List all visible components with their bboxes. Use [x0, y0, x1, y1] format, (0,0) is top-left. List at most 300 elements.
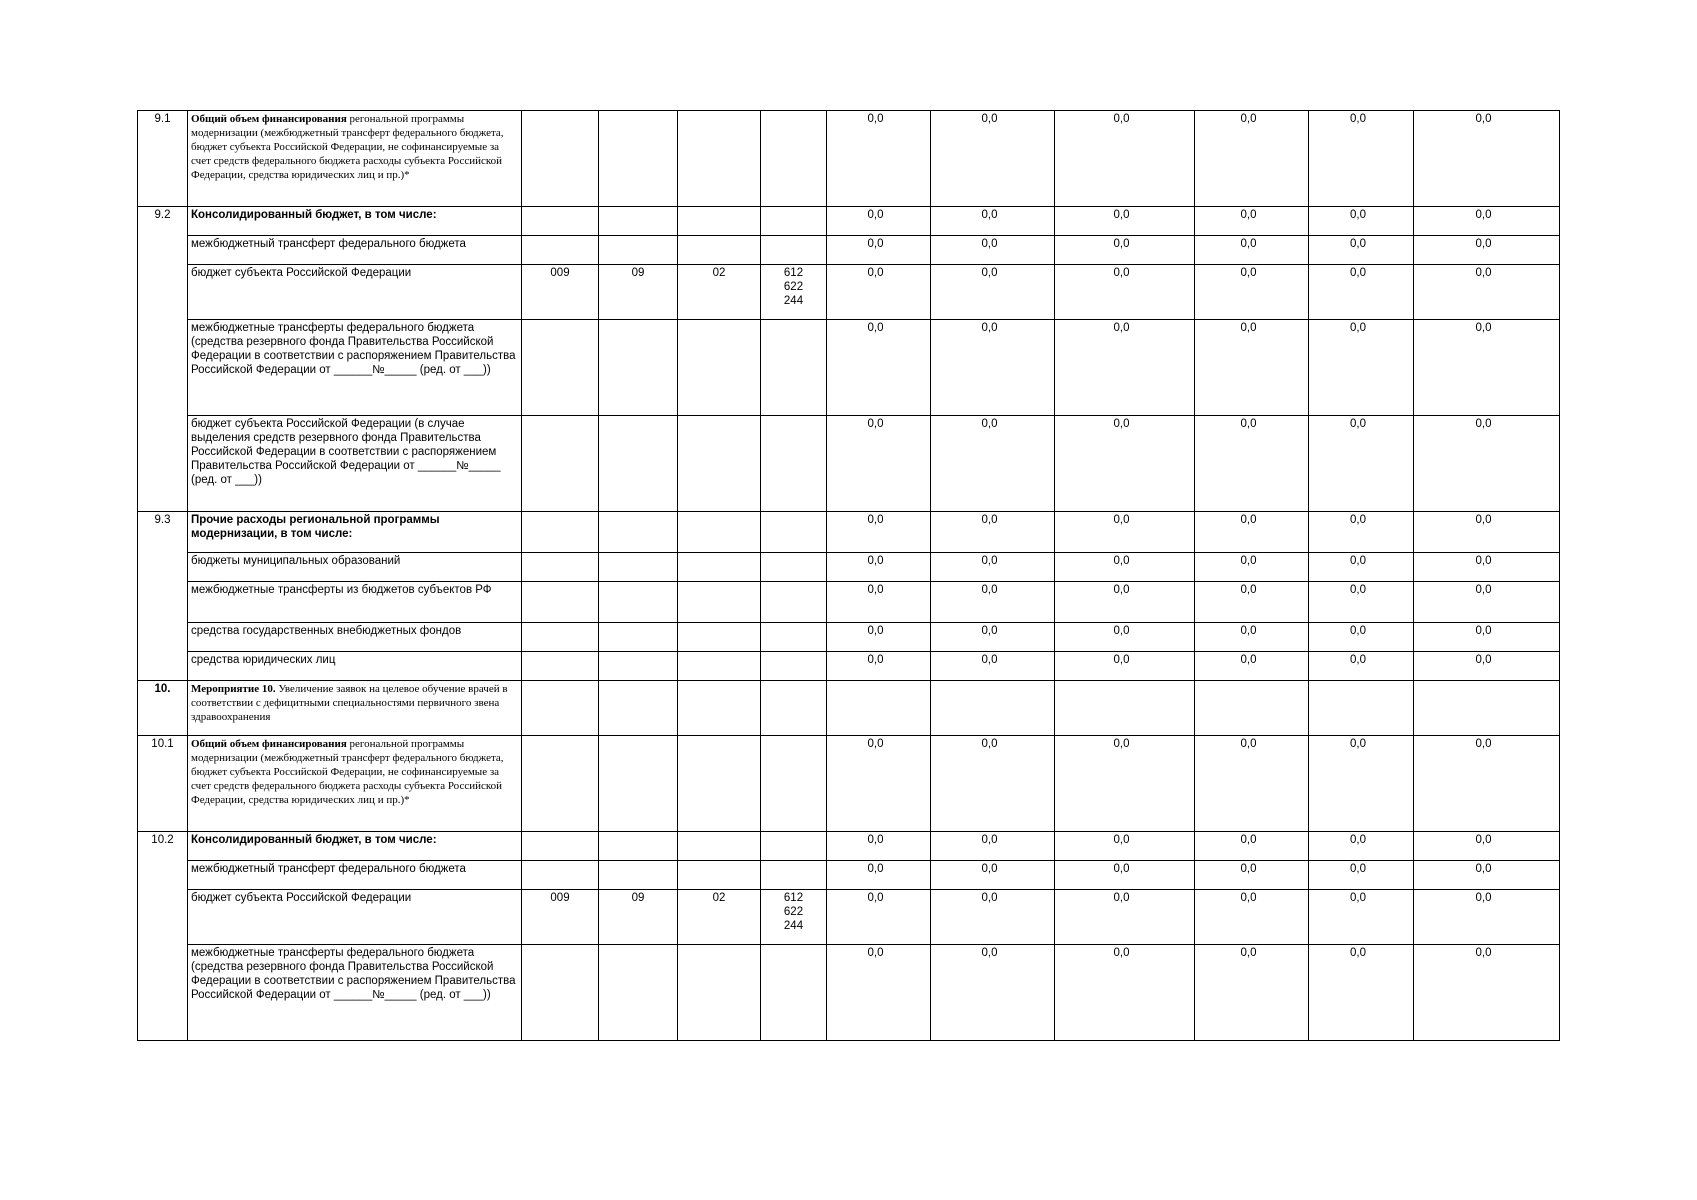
budget-code-c1 — [522, 681, 599, 736]
table-row — [138, 681, 1560, 736]
description-text: средства юридических лиц — [191, 654, 336, 666]
value-cell — [1309, 111, 1414, 207]
row-description — [188, 861, 522, 890]
value-text: 0,0 — [1240, 584, 1257, 596]
description-text: межбюджетные трансферты федерального бюджета (средства резервного фонда Правительства Российской Федерации в соответствии с распоряжением Правительства Российской Федерации от ______№_____ (ред. от ___)) — [191, 322, 516, 376]
value-text: 0,0 — [981, 267, 998, 279]
value-text: 0,0 — [981, 555, 998, 567]
value-text: 0,0 — [1240, 625, 1257, 637]
budget-code-c2: 09 — [599, 265, 678, 320]
budget-code-c2 — [599, 207, 678, 236]
budget-code-c1 — [522, 553, 599, 582]
value-cell — [931, 681, 1055, 736]
value-cell — [1195, 207, 1309, 236]
value-text: 0,0 — [1475, 113, 1492, 125]
description-text: межбюджетные трансферты из бюджетов субъектов РФ — [191, 584, 492, 596]
value-text: 0,0 — [1113, 584, 1130, 596]
value-cell — [1195, 652, 1309, 681]
value-cell — [1309, 623, 1414, 652]
value-text: 0,0 — [981, 834, 998, 846]
value-cell — [1414, 111, 1560, 207]
row-description — [188, 416, 522, 512]
value-cell — [1195, 265, 1309, 320]
budget-code-c3 — [678, 832, 761, 861]
table-row — [138, 652, 1560, 681]
value-cell — [1414, 945, 1560, 1041]
row-description — [188, 236, 522, 265]
value-cell — [1309, 265, 1414, 320]
value-text: 0,0 — [1240, 947, 1257, 959]
value-text: 0,0 — [1350, 238, 1366, 250]
value-cell — [827, 320, 931, 416]
value-cell — [931, 861, 1055, 890]
budget-code-c2 — [599, 736, 678, 832]
description-lead: Общий объем финансирования — [191, 738, 347, 750]
budget-code-c2 — [599, 111, 678, 207]
expense-type-code — [761, 512, 827, 553]
value-cell — [931, 553, 1055, 582]
value-cell — [827, 236, 931, 265]
table-row — [138, 582, 1560, 623]
value-text: 0,0 — [867, 834, 884, 846]
value-cell — [1309, 736, 1414, 832]
budget-code-c1: 009 — [522, 265, 599, 320]
budget-code-c1 — [522, 582, 599, 623]
budget-code-c1 — [522, 111, 599, 207]
table-row — [138, 890, 1560, 945]
value-text: 0,0 — [981, 738, 998, 750]
value-text: 0,0 — [981, 584, 998, 596]
value-cell — [1414, 265, 1560, 320]
value-cell — [1195, 945, 1309, 1041]
value-text: 0,0 — [1240, 834, 1257, 846]
description-text: Консолидированный бюджет, в том числе: — [191, 209, 437, 221]
budget-code-c1 — [522, 736, 599, 832]
row-description — [188, 553, 522, 582]
description-text: бюджет субъекта Российской Федерации — [191, 267, 412, 279]
expense-type-code — [761, 832, 827, 861]
value-text: 0,0 — [1113, 834, 1130, 846]
value-text: 0,0 — [1475, 863, 1492, 875]
value-cell — [1055, 945, 1195, 1041]
budget-code-c2: 09 — [599, 890, 678, 945]
value-cell — [1414, 832, 1560, 861]
expense-type-code — [761, 736, 827, 832]
value-text: 0,0 — [1475, 892, 1492, 904]
value-text: 0,0 — [1475, 738, 1492, 750]
value-cell — [1414, 582, 1560, 623]
value-text: 0,0 — [981, 238, 998, 250]
value-text: 0,0 — [867, 267, 884, 279]
value-cell — [931, 582, 1055, 623]
description-text: регональной программы модернизации (межбюджетный трансферт федерального бюджета, бюджет субъекта Российской Федерации, не софинансируемые за счет средств федерального бюджета расходы субъекта Российской Федерации, средства юридических лиц и пр.)* — [191, 738, 504, 806]
value-cell — [1414, 512, 1560, 553]
value-cell — [1414, 736, 1560, 832]
budget-code-c1 — [522, 832, 599, 861]
value-text: 0,0 — [1475, 322, 1492, 334]
budget-code-c1 — [522, 623, 599, 652]
row-number: 10. — [138, 681, 188, 736]
description-text: бюджет субъекта Российской Федерации — [191, 892, 412, 904]
row-description — [188, 945, 522, 1041]
value-cell — [1309, 582, 1414, 623]
table-row — [138, 945, 1560, 1041]
value-cell — [1195, 111, 1309, 207]
description-text: Консолидированный бюджет, в том числе: — [191, 834, 437, 846]
value-cell — [827, 265, 931, 320]
value-cell — [1055, 320, 1195, 416]
value-cell — [931, 236, 1055, 265]
budget-code-c3: 02 — [678, 890, 761, 945]
value-cell — [1309, 553, 1414, 582]
budget-code-c3 — [678, 416, 761, 512]
expense-type-code — [761, 861, 827, 890]
value-text: 0,0 — [1113, 863, 1130, 875]
value-text: 0,0 — [1113, 322, 1130, 334]
value-cell — [827, 945, 931, 1041]
expense-type-code — [761, 681, 827, 736]
description-text: бюджет субъекта Российской Федерации (в случае выделения средств резервного фонда Правительства Российской Федерации в соответствии с распоряжением Правительства Российской Федерации от ______№_____ (ред. от ___)) — [191, 418, 501, 486]
value-text: 0,0 — [1113, 209, 1130, 221]
value-cell — [827, 652, 931, 681]
budget-code-c3 — [678, 512, 761, 553]
value-text: 0,0 — [1113, 418, 1130, 430]
value-text: 0,0 — [1475, 209, 1492, 221]
expense-type-code — [761, 207, 827, 236]
value-cell — [1414, 416, 1560, 512]
row-description — [188, 832, 522, 861]
value-text: 0,0 — [867, 113, 884, 125]
value-cell — [931, 207, 1055, 236]
value-cell — [1309, 416, 1414, 512]
table-row — [138, 623, 1560, 652]
budget-code-c1: 009 — [522, 890, 599, 945]
description-lead: Общий объем финансирования — [191, 113, 347, 125]
value-text: 0,0 — [1113, 514, 1130, 526]
value-text: 0,0 — [1350, 555, 1366, 567]
value-cell — [931, 512, 1055, 553]
value-cell — [1055, 652, 1195, 681]
budget-code-c2 — [599, 553, 678, 582]
value-cell — [1055, 582, 1195, 623]
budget-code-c2 — [599, 320, 678, 416]
value-cell — [827, 416, 931, 512]
value-text: 0,0 — [981, 209, 998, 221]
value-text: 0,0 — [1240, 738, 1257, 750]
value-text: 0,0 — [1240, 209, 1257, 221]
value-text: 0,0 — [1240, 418, 1257, 430]
value-text: 0,0 — [867, 892, 884, 904]
budget-code-c1 — [522, 236, 599, 265]
budget-code-c1 — [522, 861, 599, 890]
value-text: 0,0 — [981, 514, 998, 526]
value-text: 0,0 — [867, 238, 884, 250]
budget-code-c1 — [522, 416, 599, 512]
value-cell — [1195, 736, 1309, 832]
row-description — [188, 681, 522, 736]
value-text: 0,0 — [867, 947, 884, 959]
value-text: 0,0 — [867, 514, 884, 526]
budget-code-c2 — [599, 512, 678, 553]
value-cell — [1195, 582, 1309, 623]
value-text: 0,0 — [1113, 555, 1130, 567]
value-cell — [931, 265, 1055, 320]
budget-code-c1 — [522, 207, 599, 236]
budget-code-c2 — [599, 652, 678, 681]
value-text: 0,0 — [1475, 267, 1492, 279]
value-cell — [1195, 416, 1309, 512]
description-text: межбюджетный трансферт федерального бюджета — [191, 863, 466, 875]
value-cell — [1055, 265, 1195, 320]
budget-code-c3 — [678, 582, 761, 623]
budget-code-c2 — [599, 832, 678, 861]
value-text: 0,0 — [1113, 625, 1130, 637]
value-cell — [1055, 236, 1195, 265]
budget-code-c3 — [678, 681, 761, 736]
value-cell — [1195, 861, 1309, 890]
expense-type-code — [761, 320, 827, 416]
value-cell — [1195, 236, 1309, 265]
value-cell — [1414, 207, 1560, 236]
value-text: 0,0 — [1475, 947, 1492, 959]
value-cell — [1195, 681, 1309, 736]
value-text: 0,0 — [981, 113, 998, 125]
expense-type-code: 612 622 244 — [761, 890, 827, 945]
row-description — [188, 207, 522, 236]
value-text: 0,0 — [1240, 555, 1257, 567]
value-cell — [827, 582, 931, 623]
value-cell — [1055, 207, 1195, 236]
value-cell — [1195, 553, 1309, 582]
value-cell — [827, 111, 931, 207]
value-text: 0,0 — [1475, 625, 1492, 637]
value-text: 0,0 — [867, 555, 884, 567]
value-cell — [1055, 681, 1195, 736]
value-cell — [827, 681, 931, 736]
table-row — [138, 416, 1560, 512]
expense-type-code — [761, 416, 827, 512]
value-text: 0,0 — [1475, 654, 1492, 666]
table-row — [138, 832, 1560, 861]
description-text: межбюджетный трансферт федерального бюджета — [191, 238, 466, 250]
value-cell — [1195, 890, 1309, 945]
value-text: 0,0 — [1113, 892, 1130, 904]
value-cell — [1414, 553, 1560, 582]
expense-type-code — [761, 945, 827, 1041]
value-text: 0,0 — [867, 322, 884, 334]
budget-code-c3 — [678, 861, 761, 890]
value-cell — [1414, 652, 1560, 681]
budget-code-c3: 02 — [678, 265, 761, 320]
value-cell — [1309, 681, 1414, 736]
budget-code-c2 — [599, 416, 678, 512]
budget-code-c1 — [522, 512, 599, 553]
value-cell — [1309, 236, 1414, 265]
value-text: 0,0 — [1350, 738, 1366, 750]
value-text: 0,0 — [867, 418, 884, 430]
expense-type-code — [761, 652, 827, 681]
table-row — [138, 320, 1560, 416]
value-text: 0,0 — [1240, 654, 1257, 666]
budget-code-c3 — [678, 736, 761, 832]
expense-type-code — [761, 582, 827, 623]
value-text: 0,0 — [867, 863, 884, 875]
budget-code-c1 — [522, 320, 599, 416]
value-cell — [931, 111, 1055, 207]
budget-code-c2 — [599, 945, 678, 1041]
row-description — [188, 736, 522, 832]
value-text: 0,0 — [1475, 584, 1492, 596]
row-description — [188, 652, 522, 681]
value-cell — [1055, 553, 1195, 582]
row-description — [188, 265, 522, 320]
row-description — [188, 320, 522, 416]
value-cell — [931, 890, 1055, 945]
value-text: 0,0 — [1113, 113, 1130, 125]
value-text: 0,0 — [981, 625, 998, 637]
row-number: 10.1 — [138, 736, 188, 832]
value-cell — [827, 553, 931, 582]
value-cell — [1309, 512, 1414, 553]
value-cell — [1309, 652, 1414, 681]
value-text: 0,0 — [1475, 555, 1492, 567]
row-number: 9.3 — [138, 512, 188, 681]
value-cell — [931, 623, 1055, 652]
row-number: 9.2 — [138, 207, 188, 512]
value-text: 0,0 — [1475, 418, 1492, 430]
value-cell — [1055, 416, 1195, 512]
value-cell — [1414, 623, 1560, 652]
value-cell — [1309, 861, 1414, 890]
value-text: 0,0 — [1240, 322, 1257, 334]
budget-code-c3 — [678, 652, 761, 681]
value-cell — [931, 945, 1055, 1041]
budget-code-c3 — [678, 207, 761, 236]
value-cell — [1309, 207, 1414, 236]
value-cell — [1414, 861, 1560, 890]
value-cell — [931, 320, 1055, 416]
value-cell — [1055, 861, 1195, 890]
value-text: 0,0 — [1350, 514, 1366, 526]
value-text: 0,0 — [981, 322, 998, 334]
budget-code-c3 — [678, 945, 761, 1041]
value-text: 0,0 — [981, 947, 998, 959]
table-row — [138, 236, 1560, 265]
value-text: 0,0 — [1113, 267, 1130, 279]
row-description — [188, 512, 522, 553]
description-text: межбюджетные трансферты федерального бюджета (средства резервного фонда Правительства Российской Федерации в соответствии с распоряжением Правительства Российской Федерации от ______№_____ (ред. от ___)) — [191, 947, 516, 1001]
row-description — [188, 582, 522, 623]
value-text: 0,0 — [1240, 267, 1257, 279]
value-cell — [827, 736, 931, 832]
value-text: 0,0 — [981, 863, 998, 875]
value-text: 0,0 — [1240, 238, 1257, 250]
value-cell — [827, 832, 931, 861]
value-cell — [1195, 623, 1309, 652]
value-cell — [1309, 945, 1414, 1041]
table-body — [138, 111, 1560, 1041]
value-text: 0,0 — [1350, 584, 1366, 596]
budget-code-c2 — [599, 582, 678, 623]
table-row — [138, 111, 1560, 207]
value-text: 0,0 — [1113, 947, 1130, 959]
value-cell — [1309, 832, 1414, 861]
row-description — [188, 111, 522, 207]
value-cell — [1055, 736, 1195, 832]
value-text: 0,0 — [1113, 738, 1130, 750]
value-text: 0,0 — [1350, 863, 1366, 875]
value-cell — [1195, 512, 1309, 553]
description-text: Прочие расходы региональной программы модернизации, в том числе: — [191, 514, 440, 540]
value-text: 0,0 — [1350, 625, 1366, 637]
value-text: 0,0 — [1240, 863, 1257, 875]
budget-code-c3 — [678, 320, 761, 416]
value-cell — [827, 890, 931, 945]
value-text: 0,0 — [1350, 834, 1366, 846]
expense-type-code — [761, 236, 827, 265]
value-cell — [827, 512, 931, 553]
value-cell — [1055, 890, 1195, 945]
table-row — [138, 553, 1560, 582]
budget-code-c1 — [522, 945, 599, 1041]
value-text: 0,0 — [1350, 322, 1366, 334]
budget-code-c3 — [678, 111, 761, 207]
value-text: 0,0 — [867, 654, 884, 666]
budget-code-c2 — [599, 236, 678, 265]
value-text: 0,0 — [1240, 514, 1257, 526]
value-text: 0,0 — [1475, 834, 1492, 846]
value-text: 0,0 — [1240, 113, 1257, 125]
value-text: 0,0 — [1350, 267, 1366, 279]
value-cell — [1414, 320, 1560, 416]
value-cell — [827, 623, 931, 652]
value-cell — [827, 861, 931, 890]
budget-code-c3 — [678, 236, 761, 265]
value-cell — [1414, 890, 1560, 945]
value-text: 0,0 — [981, 892, 998, 904]
expense-type-code — [761, 553, 827, 582]
value-cell — [1055, 832, 1195, 861]
budget-code-c2 — [599, 623, 678, 652]
value-text: 0,0 — [1350, 947, 1366, 959]
budget-code-c2 — [599, 681, 678, 736]
value-cell — [1195, 832, 1309, 861]
row-number: 9.1 — [138, 111, 188, 207]
value-text: 0,0 — [867, 584, 884, 596]
value-cell — [1414, 236, 1560, 265]
description-text: Увеличение заявок на целевое обучение врачей в соответствии с дефицитными специальностями первичного звена здравоохранения — [191, 683, 508, 723]
value-text: 0,0 — [867, 625, 884, 637]
description-lead: Мероприятие 10. — [191, 683, 276, 695]
value-text: 0,0 — [867, 738, 884, 750]
value-cell — [931, 736, 1055, 832]
value-cell — [931, 652, 1055, 681]
table-row — [138, 736, 1560, 832]
table-row — [138, 265, 1560, 320]
value-text: 0,0 — [981, 654, 998, 666]
row-number: 10.2 — [138, 832, 188, 1041]
value-cell — [1055, 512, 1195, 553]
value-text: 0,0 — [1350, 418, 1366, 430]
table-row — [138, 207, 1560, 236]
budget-code-c3 — [678, 553, 761, 582]
value-text: 0,0 — [981, 418, 998, 430]
row-description — [188, 623, 522, 652]
budget-code-c1 — [522, 652, 599, 681]
value-cell — [1055, 111, 1195, 207]
value-cell — [1195, 320, 1309, 416]
financing-table — [137, 110, 1560, 1041]
